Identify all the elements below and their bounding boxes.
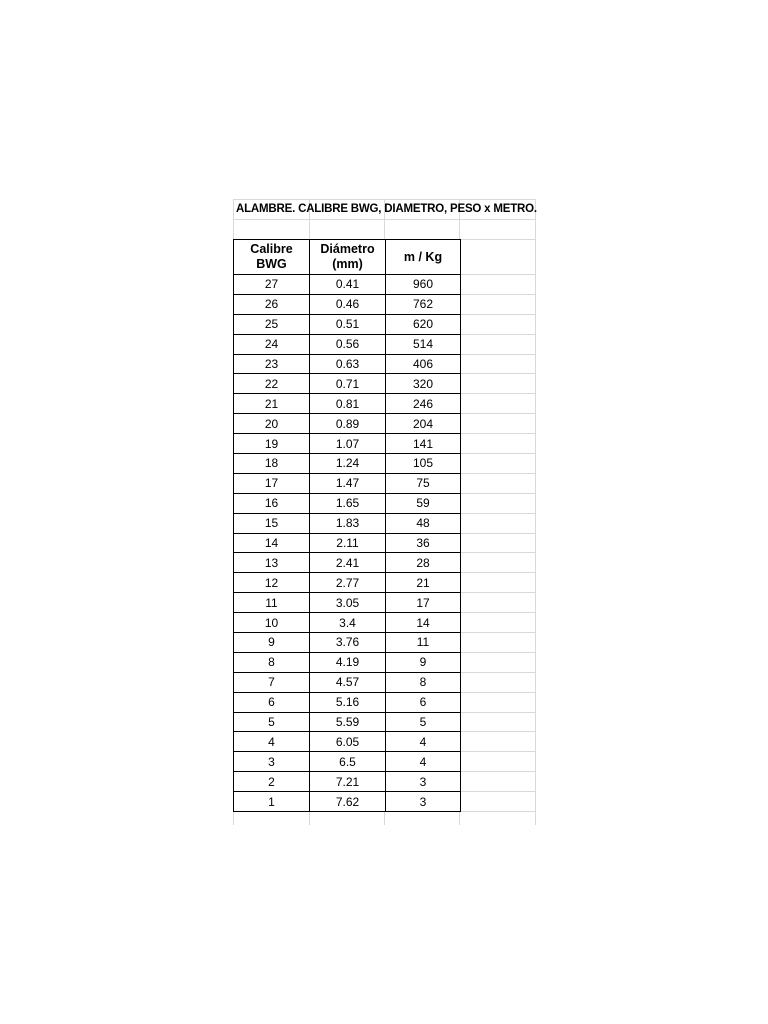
cell-diameter: 7.62: [310, 792, 386, 812]
table-row: [234, 732, 461, 752]
gridline: [459, 453, 536, 454]
table-row: [234, 573, 461, 593]
table-row: [234, 593, 461, 613]
header-gauge-line2: BWG: [256, 257, 287, 271]
gridline: [459, 393, 536, 394]
cell-meters-per-kg: 4: [386, 752, 461, 772]
table-row: [234, 314, 461, 334]
cell-meters-per-kg: 141: [386, 434, 461, 454]
gridline: [459, 274, 536, 275]
cell-gauge: 15: [234, 513, 310, 533]
cell-meters-per-kg: 6: [386, 692, 461, 712]
cell-diameter: 5.16: [310, 692, 386, 712]
cell-meters-per-kg: 75: [386, 473, 461, 493]
cell-diameter: 0.56: [310, 334, 386, 354]
cell-meters-per-kg: 620: [386, 314, 461, 334]
header-gauge-line1: Calibre: [250, 242, 293, 256]
header-diameter-line2: (mm): [332, 257, 363, 271]
header-diameter-line1: Diámetro: [320, 242, 375, 256]
cell-diameter: 0.63: [310, 354, 386, 374]
cell-diameter: 6.05: [310, 732, 386, 752]
gridline: [459, 513, 536, 514]
gridline: [233, 219, 536, 220]
table-row: [234, 294, 461, 314]
cell-meters-per-kg: 36: [386, 533, 461, 553]
cell-diameter: 5.59: [310, 712, 386, 732]
cell-diameter: 7.21: [310, 772, 386, 792]
spreadsheet-area: [233, 199, 536, 825]
cell-gauge: 21: [234, 394, 310, 414]
table-row: [234, 672, 461, 692]
cell-meters-per-kg: 21: [386, 573, 461, 593]
cell-gauge: 27: [234, 275, 310, 295]
table-row: [234, 334, 461, 354]
cell-gauge: 6: [234, 692, 310, 712]
cell-gauge: 23: [234, 354, 310, 374]
cell-gauge: 26: [234, 294, 310, 314]
gridline: [459, 712, 536, 713]
cell-meters-per-kg: 204: [386, 414, 461, 434]
cell-gauge: 8: [234, 652, 310, 672]
cell-gauge: 5: [234, 712, 310, 732]
cell-meters-per-kg: 246: [386, 394, 461, 414]
cell-gauge: 3: [234, 752, 310, 772]
cell-gauge: 18: [234, 454, 310, 474]
table-row: [234, 633, 461, 653]
table-row: [234, 712, 461, 732]
cell-meters-per-kg: 406: [386, 354, 461, 374]
cell-gauge: 17: [234, 473, 310, 493]
cell-gauge: 12: [234, 573, 310, 593]
cell-meters-per-kg: 48: [386, 513, 461, 533]
cell-diameter: 3.05: [310, 593, 386, 613]
table-row: [234, 394, 461, 414]
cell-diameter: 0.71: [310, 374, 386, 394]
cell-gauge: 20: [234, 414, 310, 434]
cell-diameter: 3.4: [310, 613, 386, 633]
table-row: [234, 434, 461, 454]
cell-meters-per-kg: 105: [386, 454, 461, 474]
header-gauge: [234, 240, 310, 275]
gridline: [459, 771, 536, 772]
table-row: [234, 792, 461, 812]
cell-gauge: 19: [234, 434, 310, 454]
cell-diameter: 0.46: [310, 294, 386, 314]
cell-diameter: 4.57: [310, 672, 386, 692]
table-row: [234, 275, 461, 295]
gridline: [459, 373, 536, 374]
table-row: [234, 533, 461, 553]
cell-gauge: 25: [234, 314, 310, 334]
cell-gauge: 7: [234, 672, 310, 692]
table-row: [234, 692, 461, 712]
gridline: [459, 473, 536, 474]
table-row: [234, 493, 461, 513]
cell-diameter: 1.83: [310, 513, 386, 533]
cell-gauge: 2: [234, 772, 310, 792]
cell-meters-per-kg: 762: [386, 294, 461, 314]
gridline: [459, 791, 536, 792]
sheet-title: ALAMBRE. CALIBRE BWG, DIAMETRO, PESO x METRO.: [236, 203, 537, 215]
cell-meters-per-kg: 9: [386, 652, 461, 672]
cell-diameter: 0.51: [310, 314, 386, 334]
gridline: [459, 354, 536, 355]
gridline: [459, 731, 536, 732]
cell-gauge: 14: [234, 533, 310, 553]
gridline: [459, 533, 536, 534]
gridline: [459, 811, 536, 812]
gridline: [459, 572, 536, 573]
cell-diameter: 1.07: [310, 434, 386, 454]
gridline: [459, 592, 536, 593]
cell-diameter: 2.41: [310, 553, 386, 573]
gridline: [459, 632, 536, 633]
header-diameter: [310, 240, 386, 275]
cell-gauge: 13: [234, 553, 310, 573]
cell-meters-per-kg: 4: [386, 732, 461, 752]
cell-gauge: 11: [234, 593, 310, 613]
cell-meters-per-kg: 17: [386, 593, 461, 613]
cell-diameter: 3.76: [310, 633, 386, 653]
cell-diameter: 2.77: [310, 573, 386, 593]
table-row: [234, 772, 461, 792]
cell-diameter: 0.89: [310, 414, 386, 434]
cell-meters-per-kg: 3: [386, 792, 461, 812]
cell-gauge: 16: [234, 493, 310, 513]
table-row: [234, 652, 461, 672]
cell-gauge: 22: [234, 374, 310, 394]
table-row: [234, 613, 461, 633]
gridline: [459, 493, 536, 494]
cell-meters-per-kg: 14: [386, 613, 461, 633]
table-row: [234, 454, 461, 474]
cell-meters-per-kg: 28: [386, 553, 461, 573]
cell-meters-per-kg: 3: [386, 772, 461, 792]
cell-gauge: 24: [234, 334, 310, 354]
cell-meters-per-kg: 514: [386, 334, 461, 354]
wire-gauge-table: [233, 239, 461, 812]
table-row: [234, 414, 461, 434]
cell-meters-per-kg: 59: [386, 493, 461, 513]
gridline: [459, 552, 536, 553]
cell-meters-per-kg: 320: [386, 374, 461, 394]
cell-diameter: 1.24: [310, 454, 386, 474]
table-row: [234, 513, 461, 533]
cell-diameter: 1.47: [310, 473, 386, 493]
table-row: [234, 473, 461, 493]
cell-gauge: 10: [234, 613, 310, 633]
gridline: [459, 652, 536, 653]
cell-diameter: 6.5: [310, 752, 386, 772]
gridline: [459, 314, 536, 315]
cell-diameter: 0.81: [310, 394, 386, 414]
gridline: [459, 612, 536, 613]
gridline: [459, 692, 536, 693]
cell-gauge: 1: [234, 792, 310, 812]
cell-diameter: 4.19: [310, 652, 386, 672]
gridline: [459, 334, 536, 335]
cell-diameter: 0.41: [310, 275, 386, 295]
cell-meters-per-kg: 8: [386, 672, 461, 692]
cell-diameter: 2.11: [310, 533, 386, 553]
cell-gauge: 9: [234, 633, 310, 653]
gridline: [459, 433, 536, 434]
gridline: [233, 199, 536, 200]
gridline: [459, 413, 536, 414]
cell-meters-per-kg: 960: [386, 275, 461, 295]
table-row: [234, 752, 461, 772]
table-header-row: [234, 240, 461, 275]
table-row: [234, 354, 461, 374]
gridline: [459, 672, 536, 673]
table-row: [234, 374, 461, 394]
cell-meters-per-kg: 5: [386, 712, 461, 732]
header-meters-per-kg: m / Kg: [386, 240, 461, 275]
cell-diameter: 1.65: [310, 493, 386, 513]
gridline: [459, 294, 536, 295]
table-row: [234, 553, 461, 573]
cell-gauge: 4: [234, 732, 310, 752]
cell-meters-per-kg: 11: [386, 633, 461, 653]
gridline: [459, 751, 536, 752]
